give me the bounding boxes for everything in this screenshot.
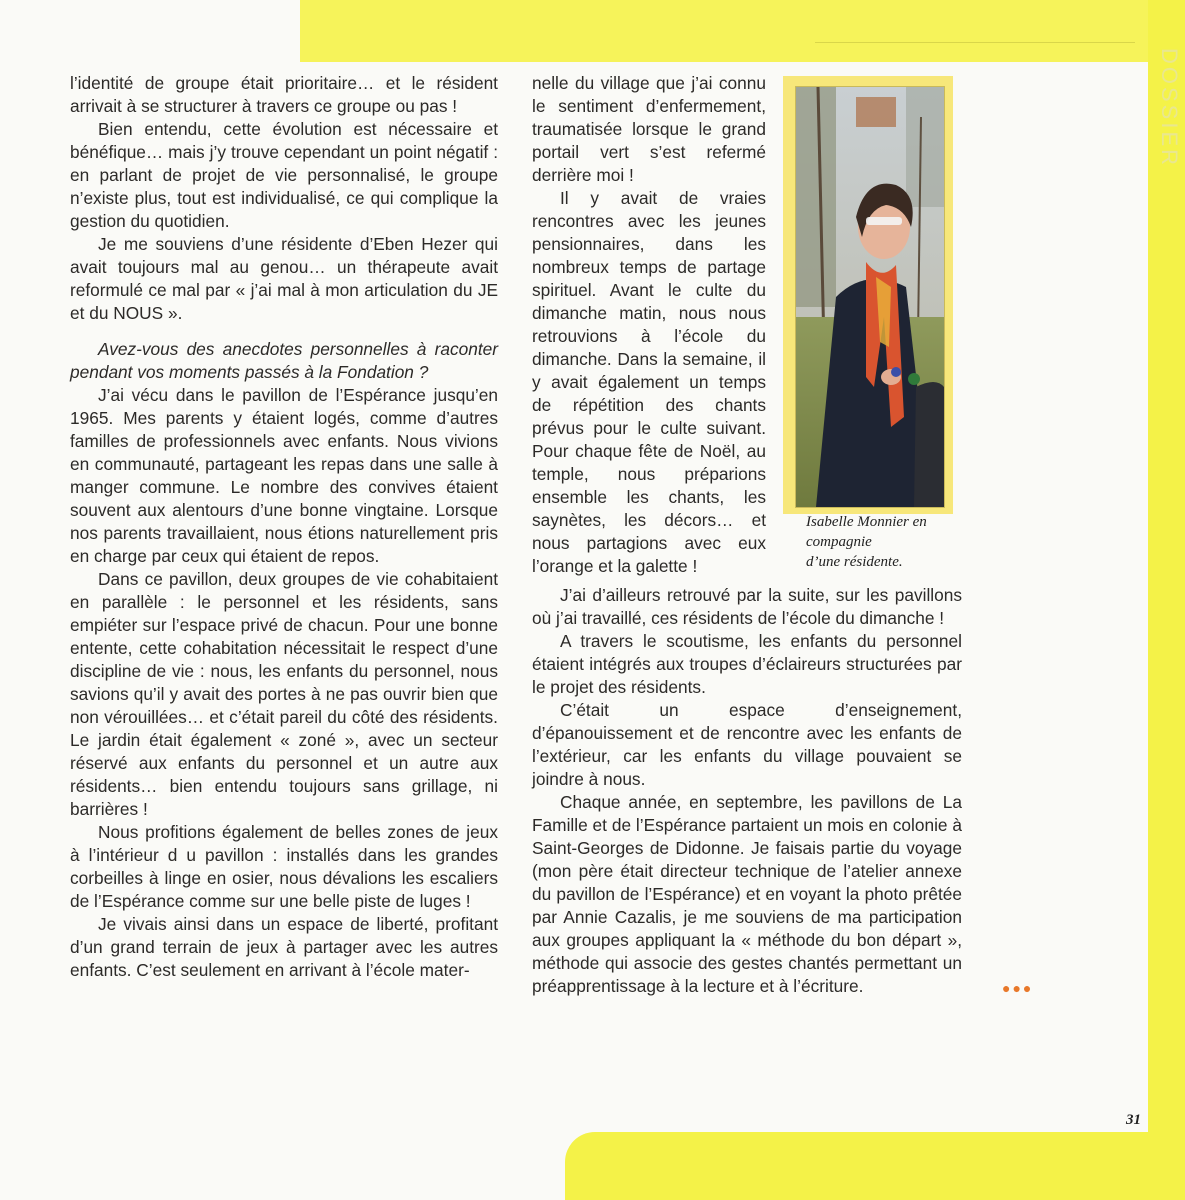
top-band-rule — [815, 42, 1135, 43]
page-number: 31 — [1126, 1112, 1141, 1128]
paragraph: Dans ce pavillon, deux groupes de vie cohabitaient en parallèle : le personnel et les résidents, sans empiéter sur l’espace privé de chacun. Pour une bonne entente, cette cohabitation nécessitait le respect d’une discipline de vie : nous, les enfants du personnel, nous savions qu’il y avait des portes à ne pas ouvrir bien que non vérouillées… et c’était pareil du côté des résidents. Le jardin était également « zoné », avec un secteur réservé aux enfants du personnel et un autre aux résidents… bien entendu toujours sans grillage, ni barrières ! — [70, 569, 498, 819]
right-text-column — [532, 584, 962, 998]
paragraph: Je me souviens d’une résidente d’Eben Hezer qui avait toujours mal au genou… un thérapeute avait reformulé ce mal par « j’ai mal à mon articulation du JE et du NOUS ». — [70, 234, 498, 323]
paragraph: Nous profitions également de belles zones de jeux à l’intérieur d u pavillon : installés dans les grandes corbeilles à linge en osier, nous dévalions les escaliers de l’Espérance comme sur une belle piste de luges ! — [70, 822, 498, 911]
bottom-yellow-band — [565, 1132, 1185, 1200]
paragraph: Je vivais ainsi dans un espace de liberté, profitant d’un grand terrain de jeux à partager avec les autres enfants. C’est seulement en arrivant à l’école mater- — [70, 914, 498, 980]
paragraph: A travers le scoutisme, les enfants du personnel étaient intégrés aux troupes d’éclaireurs structurées par le projet des résidents. — [532, 631, 962, 697]
paragraph: Il y avait de vraies rencontres avec les jeunes pensionnaires, dans les nombreux temps de partage spirituel. Avant le culte du dimanche matin, nous nous retrouvions à l’école du dimanche. Dans la semaine, il y avait également un temps de répétition des chants prévus pour le culte suivant. Pour chaque fête de Noël, au temple, nous préparions ensemble les chants, les saynètes, les décors… et nous partagions avec eux l’orange et la galette ! — [532, 188, 766, 576]
left-text-column — [70, 72, 498, 982]
paragraph: Bien entendu, cette évolution est nécessaire et bénéfique… mais j’y trouve cependant un point négatif : en parlant de projet de vie personnalisé, le groupe n’existe plus, tout est individualisé, ce qui complique la gestion du quotidien. — [70, 119, 498, 231]
portrait-photo — [795, 86, 945, 508]
paragraph: C’était un espace d’enseignement, d’épanouissement et de rencontre avec les enfants de l’extérieur, car les enfants du village pouvaient se joindre à nous. — [532, 700, 962, 789]
caption-line-1: Isabelle Monnier en compagnie — [806, 514, 927, 550]
section-label: DOSSIER — [1157, 48, 1182, 169]
caption-line-2: d’une résidente. — [806, 554, 903, 570]
middle-text-column — [532, 72, 766, 578]
interview-question: Avez-vous des anecdotes personnelles à raconter pendant vos moments passés à la Fondation ? — [70, 339, 498, 382]
continuation-dots: ●●● — [1002, 980, 1034, 996]
paragraph: J’ai vécu dans le pavillon de l’Espérance jusqu’en 1965. Mes parents y étaient logés, comme d’autres familles de professionnels avec enfants. Nous vivions en communauté, partageant les repas dans une salle à manger commune. Le nombre des convives étaient souvent aux alentours d’une bonne vingtaine. Lorsque nos parents travaillaient, nous étions naturellement pris en charge par ceux qui étaient de repos. — [70, 385, 498, 566]
photo-caption — [806, 512, 956, 572]
paragraph: nelle du village que j’ai connu le sentiment d’enfermement, traumatisée lorsque le grand portail vert s’est refermé derrière moi ! — [532, 73, 766, 185]
top-yellow-band — [300, 0, 1185, 62]
paragraph: Chaque année, en septembre, les pavillons de La Famille et de l’Espérance partaient un mois en colonie à Saint-Georges de Didonne. Je faisais partie du voyage (mon père était directeur technique de l’atelier annexe du pavillon de l’Espérance) et en voyant la photo prêtée par Annie Cazalis, je me souviens de ma participation aux groupes appliquant la « méthode du bon départ », méthode qui associe des gestes chantés permettant un préapprentissage à la lecture et à l’écriture. — [532, 792, 962, 996]
paragraph: l’identité de groupe était prioritaire… et le résident arrivait à se structurer à travers ce groupe ou pas ! — [70, 73, 498, 116]
paragraph: J’ai d’ailleurs retrouvé par la suite, sur les pavillons où j’ai travaillé, ces résidents de l’école du dimanche ! — [532, 585, 962, 628]
